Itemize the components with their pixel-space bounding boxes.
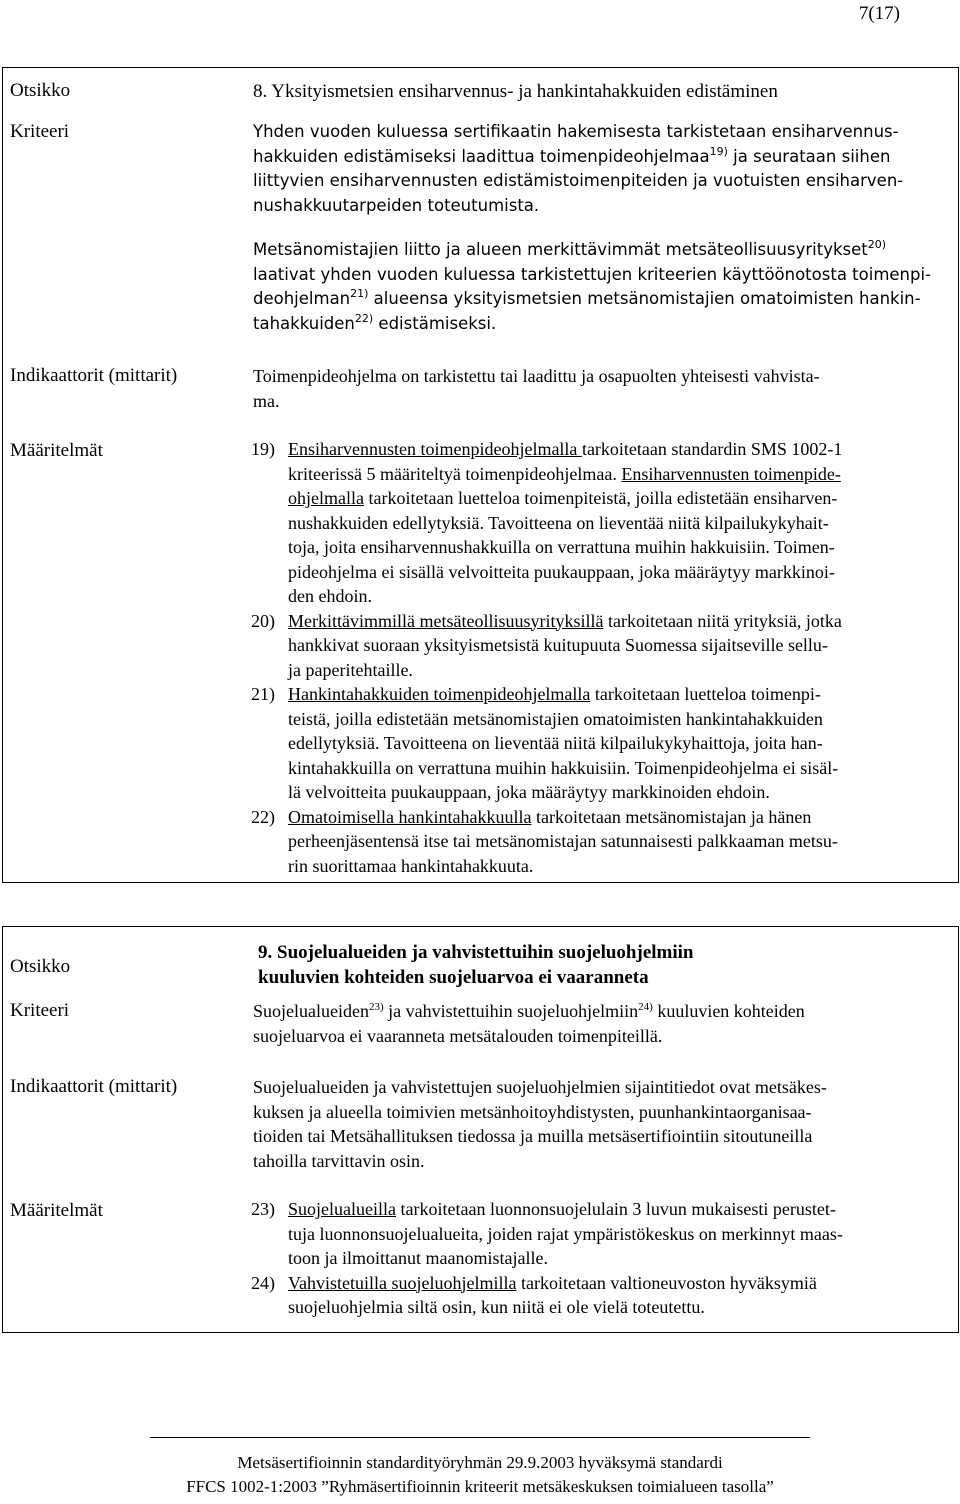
definition-23 bbox=[251, 1197, 951, 1271]
section-8-kriteeri-paragraph-1 bbox=[253, 120, 948, 218]
section-8-indikaattorit-label: Indikaattorit (mittarit) bbox=[10, 365, 178, 386]
kriteeri-p1-line: nushakkuutarpeiden toteutumista. bbox=[253, 195, 540, 215]
section-9-title-line: kuuluvien kohteiden suojeluarvoa ei vaaranneta bbox=[258, 967, 649, 988]
footer-line: Metsäsertifioinnin standardityöryhmän 29.9.2003 hyväksymä standardi bbox=[237, 1453, 723, 1472]
section-9-indikaattorit-label: Indikaattorit (mittarit) bbox=[10, 1076, 178, 1097]
section-8-maaritelmat-label: Määritelmät bbox=[10, 440, 103, 461]
section-9-kriteeri-text bbox=[253, 999, 948, 1048]
definition-text: den ehdoin. bbox=[288, 586, 372, 606]
definition-text: tarkoitetaan standardin SMS 1002-1 bbox=[581, 439, 843, 459]
page-number: 7(17) bbox=[858, 3, 900, 24]
kriteeri-text: ja vahvistettuihin suojeluohjelmiin bbox=[383, 1001, 639, 1021]
section-9-title bbox=[258, 940, 693, 990]
section-8-otsikko-label: Otsikko bbox=[10, 80, 71, 101]
definition-text: tarkoitetaan luonnonsuojelulain 3 luvun mukaisesti perustet- bbox=[395, 1199, 836, 1219]
kriteeri-text: suojeluarvoa ei vaaranneta metsätalouden toimenpiteillä. bbox=[253, 1025, 663, 1046]
kriteeri-p2-text: edistämiseksi. bbox=[373, 313, 497, 333]
definition-term: Suojelualueilla bbox=[288, 1199, 396, 1219]
definition-text: kintahakkuilla on verrattuna muihin hakkuisiin. Toimenpideohjelma ei sisäl- bbox=[288, 757, 839, 778]
indikaattorit-line: tioiden tai Metsähallituksen tiedossa ja muilla metsäsertifiointiin sitoutuneilla bbox=[253, 1126, 813, 1146]
definition-text: tarkoitetaan niitä yrityksiä, jotka bbox=[603, 610, 842, 631]
kriteeri-text: Suojelualueiden bbox=[253, 1001, 369, 1021]
definition-20 bbox=[251, 609, 951, 683]
definition-text: ja paperitehtaille. bbox=[288, 659, 413, 680]
definition-term: Hankintahakkuiden toimenpideohjelmalla bbox=[288, 684, 591, 704]
section-9-indikaattorit-text bbox=[253, 1075, 948, 1173]
kriteeri-p2-text: alueensa yksityismetsien metsänomistajien omatoimisten hankin- bbox=[368, 289, 921, 308]
footnote-ref: 19) bbox=[709, 144, 728, 158]
definition-number: 23) bbox=[251, 1199, 275, 1219]
kriteeri-p2-line bbox=[253, 312, 948, 337]
definition-text: tarkoitetaan valtioneuvoston hyväksymiä bbox=[516, 1272, 817, 1293]
definition-21 bbox=[251, 682, 951, 805]
footnote-ref: 20) bbox=[867, 238, 887, 251]
definition-number: 22) bbox=[251, 806, 275, 827]
definition-text: edellytyksiä. Tavoitteena on lieventää niitä kilpailukykyhaittoja, joita han- bbox=[288, 733, 823, 753]
definition-text: hankkivat suoraan yksityismetsistä kuitupuuta Suomessa sijaitseville sellu- bbox=[288, 635, 828, 655]
kriteeri-p2-line bbox=[253, 238, 948, 263]
footnote-ref: 24) bbox=[638, 1001, 653, 1013]
kriteeri-p1-line: Yhden vuoden kuluessa sertifikaatin hakemisesta tarkistetaan ensiharvennus- bbox=[253, 122, 899, 141]
footnote-ref: 22) bbox=[354, 311, 374, 325]
definition-term: Ensiharvennusten toimenpideohjelmalla bbox=[288, 439, 582, 459]
definition-text: perheenjäsentensä itse tai metsänomistajan satunnaisesti palkkaaman metsu- bbox=[288, 831, 838, 851]
section-8-definitions bbox=[251, 437, 951, 878]
footer bbox=[0, 1451, 960, 1499]
indikaattorit-line: ma. bbox=[253, 390, 280, 411]
indikaattorit-line: Toimenpideohjelma on tarkistettu tai laadittu ja osapuolten yhteisesti vahvista- bbox=[253, 366, 820, 386]
definition-text: suojeluohjelmia siltä osin, kun niitä ei ole vielä toteutettu. bbox=[288, 1297, 705, 1317]
definition-22 bbox=[251, 805, 951, 879]
indikaattorit-line: kuksen ja alueella toimivien metsänhoitoyhdistysten, puunhankintaorganisaa- bbox=[253, 1101, 812, 1122]
definition-text: tarkoitetaan luetteloa toimenpi- bbox=[590, 684, 821, 704]
definition-text: teistä, joilla edistetään metsänomistajien omatoimisten hankintahakkuiden bbox=[288, 708, 823, 729]
section-9-maaritelmat-label: Määritelmät bbox=[10, 1200, 103, 1221]
kriteeri-p2-line bbox=[253, 287, 948, 312]
definition-text: tuja luonnonsuojelualueita, joiden rajat ympäristökeskus on merkinnyt maas- bbox=[288, 1223, 843, 1244]
definition-number: 19) bbox=[251, 439, 275, 459]
footer-divider bbox=[150, 1437, 810, 1438]
definition-number: 21) bbox=[251, 684, 275, 704]
kriteeri-p2-text: Metsänomistajien liitto ja alueen merkittävimmät metsäteollisuusyritykset bbox=[253, 240, 868, 259]
definition-term: Omatoimisella hankintahakkuulla bbox=[288, 806, 532, 827]
definition-term: Vahvistetuilla suojeluohjelmilla bbox=[288, 1272, 517, 1293]
definition-24 bbox=[251, 1271, 951, 1320]
section-9-kriteeri-label: Kriteeri bbox=[10, 1000, 70, 1021]
kriteeri-p2-text: deohjelman bbox=[253, 289, 351, 308]
section-9-title-line: 9. Suojelualueiden ja vahvistettuihin suojeluohjelmiin bbox=[258, 942, 694, 963]
kriteeri-p2-line: laativat yhden vuoden kuluessa tarkistettujen kriteerien käyttöönotosta toimenpi- bbox=[253, 264, 932, 284]
footer-line: FFCS 1002-1:2003 ”Ryhmäsertifioinnin kriteerit metsäkeskuksen toimialueen tasolla” bbox=[186, 1477, 774, 1496]
definition-text: toja, joita ensiharvennushakkuilla on verrattuna muihin hakkuisiin. Toimen- bbox=[288, 537, 835, 557]
kriteeri-p1-text: ja seurataan siihen bbox=[727, 146, 891, 166]
footnote-ref: 21) bbox=[350, 287, 369, 300]
kriteeri-p2-text: tahakkuiden bbox=[253, 313, 355, 333]
definition-text: rin suorittamaa hankintahakkuuta. bbox=[288, 855, 534, 876]
indikaattorit-line: Suojelualueiden ja vahvistettujen suojeluohjelmien sijaintitiedot ovat metsäkes- bbox=[253, 1077, 827, 1097]
definition-text: lä velvoitteita puukauppaan, joka määräytyy markkinoiden ehdoin. bbox=[288, 782, 770, 802]
kriteeri-p1-line bbox=[253, 145, 948, 170]
kriteeri-text: kuuluvien kohteiden bbox=[652, 1001, 805, 1021]
definition-text: toon ja ilmoittanut maanomistajalle. bbox=[288, 1248, 548, 1268]
definition-text: pideohjelma ei sisällä velvoitteita puukauppaan, joka määräytyy markkinoi- bbox=[288, 561, 835, 582]
definition-text: kriteerissä 5 määriteltyä toimenpideohjelmaa. bbox=[288, 463, 622, 484]
indikaattorit-line: tahoilla tarvittavin osin. bbox=[253, 1150, 425, 1171]
section-9-otsikko-label: Otsikko bbox=[10, 956, 71, 977]
section-8-indikaattorit-text bbox=[253, 364, 948, 413]
footnote-ref: 23) bbox=[368, 1001, 384, 1013]
definition-number: 24) bbox=[251, 1272, 275, 1293]
kriteeri-p1-text: hakkuiden edistämiseksi laadittua toimenpideohjelmaa bbox=[253, 146, 710, 166]
kriteeri-p1-line: liittyvien ensiharvennusten edistämistoimenpiteiden ja vuotuisten ensiharven- bbox=[253, 171, 904, 190]
section-9-definitions bbox=[251, 1197, 951, 1320]
definition-term: ohjelmalla bbox=[288, 488, 364, 508]
definition-term: Ensiharvennusten toimenpide- bbox=[621, 463, 841, 484]
definition-19 bbox=[251, 437, 951, 609]
definition-number: 20) bbox=[251, 610, 275, 631]
section-8-kriteeri-label: Kriteeri bbox=[10, 121, 70, 142]
section-8-title: 8. Yksityismetsien ensiharvennus- ja hankintahakkuiden edistäminen bbox=[253, 81, 778, 102]
definition-text: tarkoitetaan metsänomistajan ja hänen bbox=[531, 806, 812, 827]
definition-text: tarkoitetaan luetteloa toimenpiteistä, joilla edistetään ensiharven- bbox=[363, 488, 838, 508]
definition-text: nushakkuiden edellytyksiä. Tavoitteena on lieventää niitä kilpailukykyhait- bbox=[288, 512, 829, 533]
definition-term: Merkittävimmillä metsäteollisuusyrityksillä bbox=[288, 610, 604, 631]
section-8-kriteeri-paragraph-2 bbox=[253, 238, 948, 336]
